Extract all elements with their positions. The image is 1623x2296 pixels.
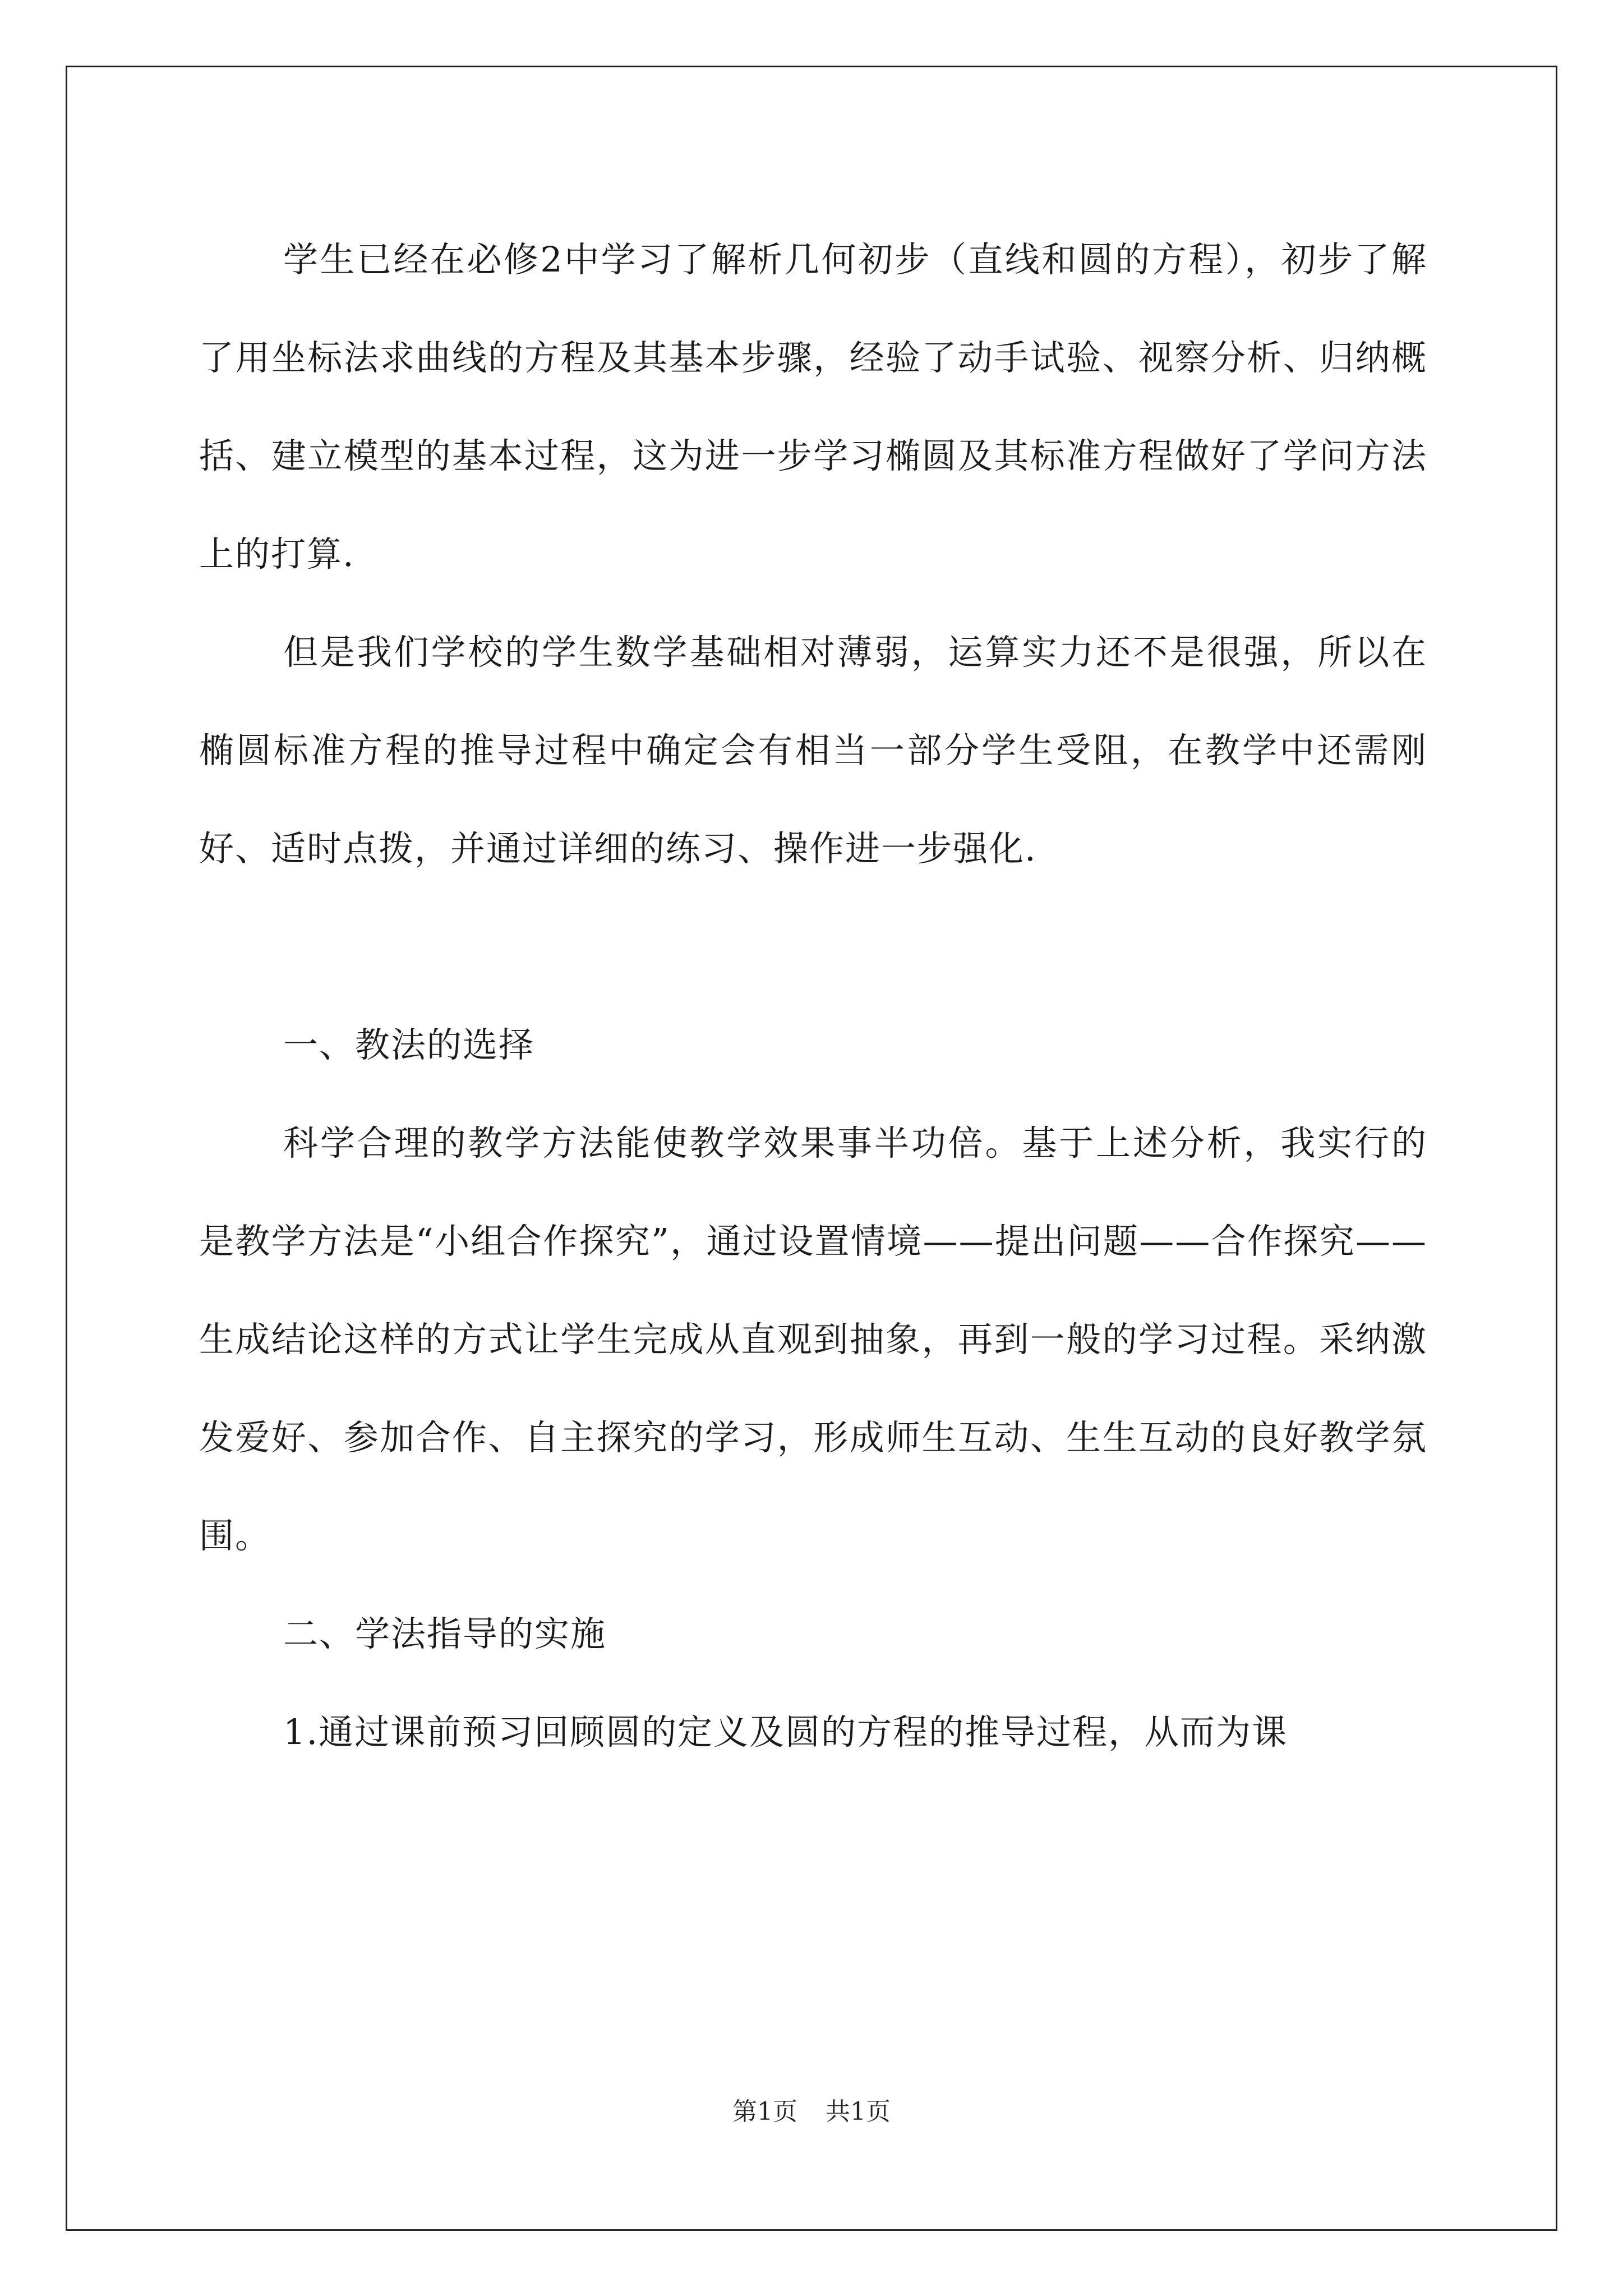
page-number-current: 第1页	[732, 2097, 797, 2126]
paragraph-student-weakness: 但是我们学校的学生数学基础相对薄弱，运算实力还不是很强，所以在椭圆标准方程的推导过程中确定会有相当一部分学生受阻，在教学中还需刚好、适时点拨，并通过详细的练习、操作进一步强化.	[199, 632, 1427, 869]
page-number-total: 共1页	[826, 2097, 891, 2126]
document-body	[199, 210, 1427, 1781]
page-footer	[0, 2095, 1623, 2129]
blank-line	[199, 898, 1427, 996]
heading-learning-guidance: 二、学法指导的实施	[283, 1613, 607, 1654]
paragraph-guidance-item-1: 1.通过课前预习回顾圆的定义及圆的方程的推导过程，从而为课	[283, 1711, 1288, 1752]
heading-teaching-method: 一、教法的选择	[283, 1024, 535, 1065]
paragraph-background: 学生已经在必修2中学习了解析几何初步（直线和圆的方程），初步了解了用坐标法求曲线的方程及其基本步骤，经验了动手试验、视察分析、归纳概括、建立模型的基本过程，这为进一步学习椭圆及其标准方程做好了学问方法上的打算.	[199, 239, 1427, 574]
paragraph-teaching-method: 科学合理的教学方法能使教学效果事半功倍。基于上述分析，我实行的是教学方法是“小组合作探究”，通过设置情境——提出问题——合作探究——生成结论这样的方式让学生完成从直观到抽象，再到一般的学习过程。采纳激发爱好、参加合作、自主探究的学习，形成师生互动、生生互动的良好教学氛围。	[199, 1122, 1427, 1556]
